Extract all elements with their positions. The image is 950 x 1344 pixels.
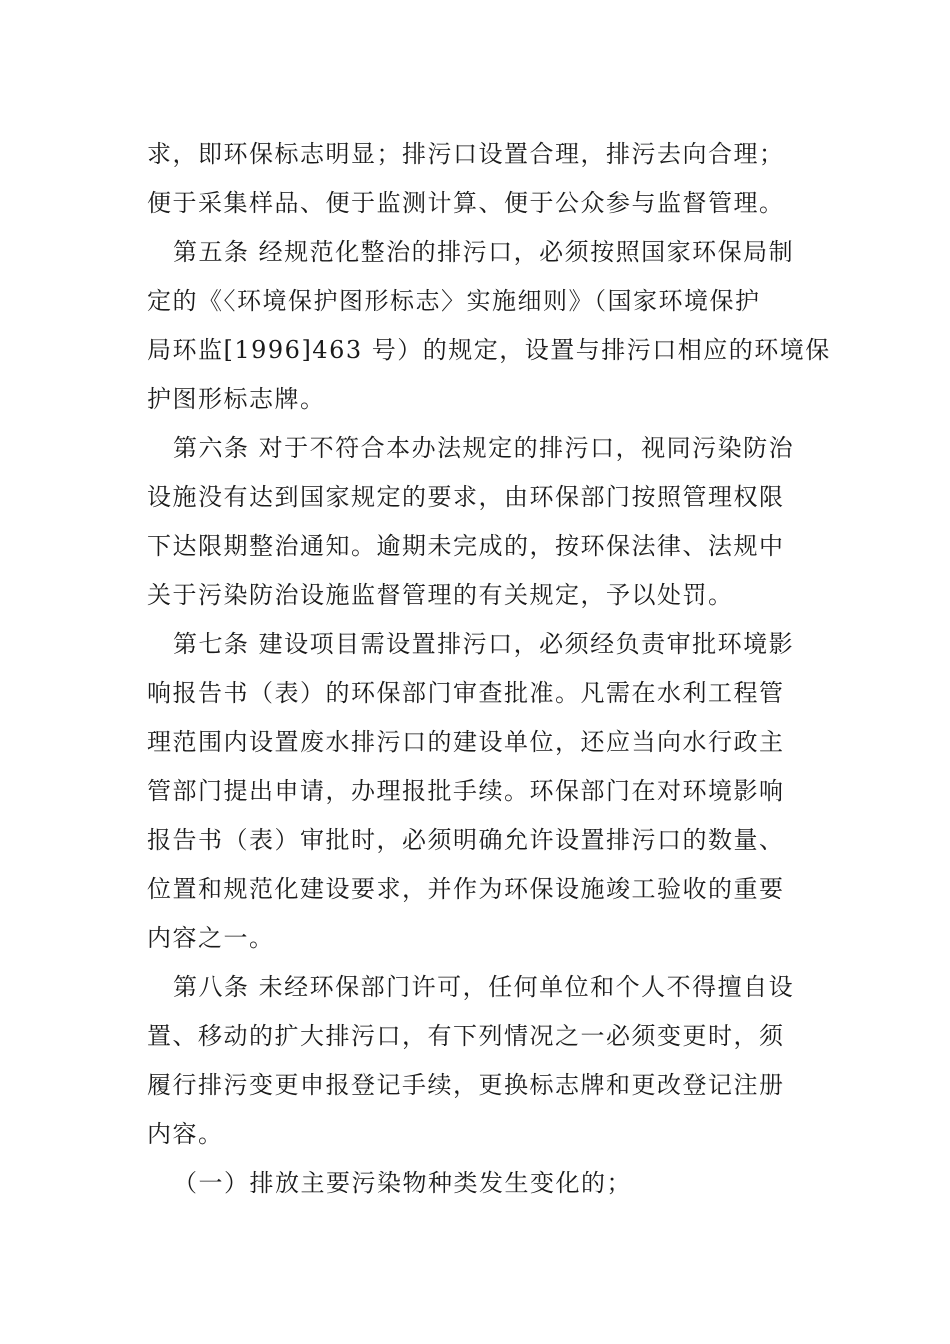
text-line: 内容。	[147, 1120, 224, 1148]
text-line: 局环监[1996]463 号）的规定，设置与排污口相应的环境保	[147, 336, 831, 364]
text-line: 下达限期整治通知。逾期未完成的，按环保法律、法规中	[147, 532, 785, 560]
text-line: 求，即环保标志明显；排污口设置合理，排污去向合理；	[147, 140, 785, 168]
text-line: 报告书（表）审批时，必须明确允许设置排污口的数量、	[147, 826, 785, 854]
list-item: （一）排放主要污染物种类发生变化的；	[173, 1169, 632, 1197]
text-line: 位置和规范化建设要求，并作为环保设施竣工验收的重要	[147, 875, 785, 903]
text-line: 内容之一。	[147, 924, 275, 952]
article-7-start: 第七条 建设项目需设置排污口，必须经负责审批环境影	[173, 630, 795, 658]
text-line: 便于采集样品、便于监测计算、便于公众参与监督管理。	[147, 189, 785, 217]
text-line: 履行排污变更申报登记手续，更换标志牌和更改登记注册	[147, 1071, 785, 1099]
text-line: 管部门提出申请，办理报批手续。环保部门在对环境影响	[147, 777, 785, 805]
article-8-start: 第八条 未经环保部门许可，任何单位和个人不得擅自设	[173, 973, 795, 1001]
text-line: 定的《〈环境保护图形标志〉实施细则》（国家环境保护	[147, 287, 761, 315]
text-line: 响报告书（表）的环保部门审查批准。凡需在水利工程管	[147, 679, 785, 707]
text-line: 关于污染防治设施监督管理的有关规定，予以处罚。	[147, 581, 734, 609]
article-5-start: 第五条 经规范化整治的排污口，必须按照国家环保局制	[173, 238, 795, 266]
document-body	[147, 130, 831, 1208]
article-6-start: 第六条 对于不符合本办法规定的排污口，视同污染防治	[173, 434, 795, 462]
text-line: 理范围内设置废水排污口的建设单位，还应当向水行政主	[147, 728, 785, 756]
text-line: 设施没有达到国家规定的要求，由环保部门按照管理权限	[147, 483, 785, 511]
text-line: 护图形标志牌。	[147, 385, 326, 413]
text-line: 置、移动的扩大排污口，有下列情况之一必须变更时，须	[147, 1022, 785, 1050]
